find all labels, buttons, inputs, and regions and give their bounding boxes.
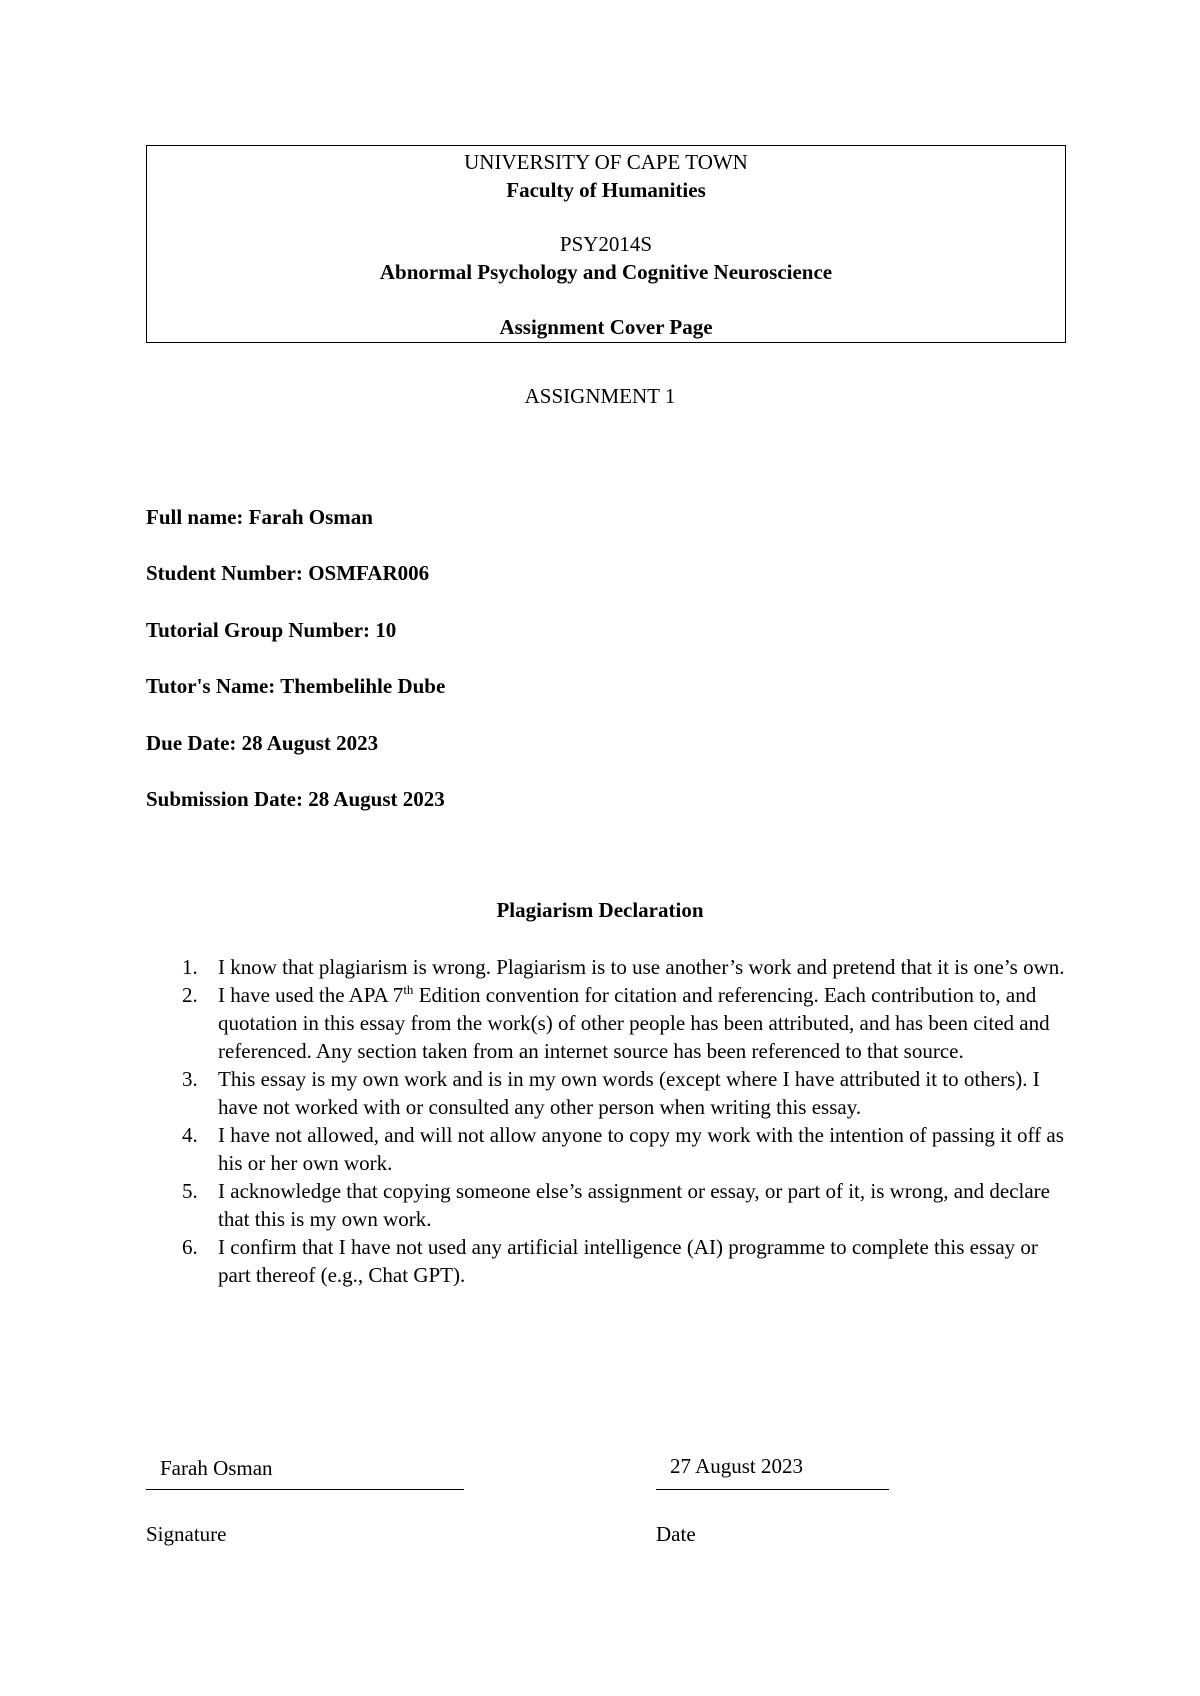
declaration-item	[146, 1121, 1066, 1177]
declaration-list	[146, 953, 1066, 1289]
declaration-item	[146, 981, 1066, 1065]
declaration-item	[146, 1233, 1066, 1289]
declaration-item	[146, 1177, 1066, 1233]
field-tutorial-group	[146, 617, 396, 643]
declaration-heading: Plagiarism Declaration	[496, 898, 704, 922]
field-label: Tutor's Name:	[146, 674, 281, 698]
signature-line	[146, 1489, 464, 1490]
field-value: Farah Osman	[248, 505, 373, 529]
course-code: PSY2014S	[559, 232, 653, 256]
page-type: Assignment Cover Page	[499, 315, 713, 339]
date-label: Date	[656, 1522, 696, 1546]
signature-label: Signature	[146, 1522, 227, 1546]
field-label: Due Date:	[146, 731, 242, 755]
course-name: Abnormal Psychology and Cognitive Neuroscience	[379, 260, 833, 284]
item-number: 3.	[182, 1067, 198, 1091]
item-number: 5.	[182, 1179, 198, 1203]
item-text: I confirm that I have not used any artificial intelligence (AI) programme to complete this essay or part thereof (e.g., Chat GPT).	[218, 1235, 1038, 1287]
field-full-name	[146, 504, 373, 530]
field-student-number	[146, 560, 429, 586]
item-text: I have not allowed, and will not allow anyone to copy my work with the intention of passing it off as his or her own work.	[218, 1123, 1064, 1175]
item-superscript: th	[403, 982, 414, 997]
field-label: Tutorial Group Number:	[146, 618, 376, 642]
item-text: I know that plagiarism is wrong. Plagiarism is to use another’s work and pretend that it is one’s own.	[218, 955, 1065, 979]
faculty-name: Faculty of Humanities	[506, 178, 706, 202]
item-text-after: Edition convention for citation and referencing. Each contribution to, and quotation in this essay from the work(s) of other people has been attributed, and has been cited and referenced. Any section taken from an internet source has been referenced to that source.	[218, 983, 1050, 1063]
item-number: 6.	[182, 1235, 198, 1259]
field-value: 10	[375, 618, 397, 642]
university-name: UNIVERSITY OF CAPE TOWN	[464, 150, 748, 174]
item-text: This essay is my own work and is in my own words (except where I have attributed it to others). I have not worked with or consulted any other person when writing this essay.	[218, 1067, 1040, 1119]
item-number: 1.	[182, 955, 198, 979]
field-label: Full name:	[146, 505, 249, 529]
item-text: I acknowledge that copying someone else’s assignment or essay, or part of it, is wrong, and declare that this is my own work.	[218, 1179, 1050, 1231]
date-line	[656, 1489, 889, 1490]
declaration-item	[146, 953, 1066, 981]
item-number: 4.	[182, 1123, 198, 1147]
field-tutor-name	[146, 673, 445, 699]
field-value: 28 August 2023	[308, 787, 445, 811]
field-value: 28 August 2023	[241, 731, 379, 755]
field-submission-date	[146, 786, 445, 812]
signature-name: Farah Osman	[160, 1456, 273, 1480]
declaration-item	[146, 1065, 1066, 1121]
header-box	[146, 145, 1066, 343]
field-label: Submission Date:	[146, 787, 309, 811]
date-value: 27 August 2023	[670, 1454, 804, 1478]
field-due-date	[146, 730, 378, 756]
field-value: OSMFAR006	[308, 561, 430, 585]
field-label: Student Number:	[146, 561, 309, 585]
assignment-title: ASSIGNMENT 1	[524, 384, 676, 408]
field-value: Thembelihle Dube	[280, 674, 446, 698]
item-number: 2.	[182, 983, 198, 1007]
item-text-before: I have used the APA 7	[218, 983, 404, 1007]
